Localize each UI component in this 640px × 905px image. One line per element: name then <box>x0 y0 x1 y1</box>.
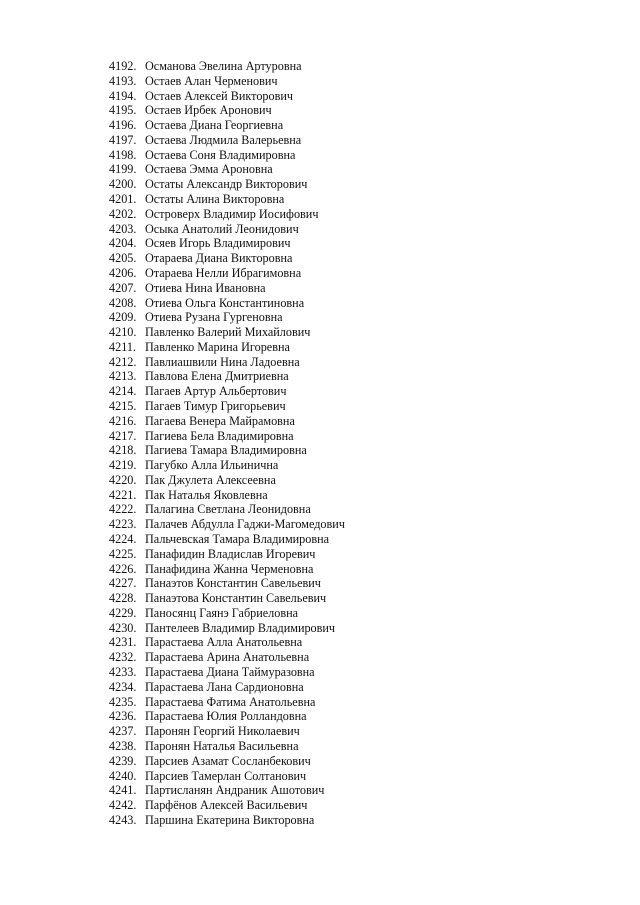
entry-number: 4193. <box>109 73 137 88</box>
entry-number: 4242. <box>109 798 137 813</box>
entry-number: 4225. <box>109 546 137 561</box>
list-item <box>109 429 345 444</box>
entry-full-name: Островерх Владимир Иосифович <box>145 206 319 221</box>
entry-number: 4211. <box>109 339 136 354</box>
list-item <box>109 369 345 384</box>
list-item <box>109 384 345 399</box>
entry-number: 4241. <box>109 783 137 798</box>
list-item <box>109 443 345 458</box>
entry-number: 4197. <box>109 132 137 147</box>
list-item <box>109 709 345 724</box>
entry-full-name: Партисланян Андраник Ашотович <box>145 783 325 798</box>
list-item <box>109 118 345 133</box>
list-item <box>109 502 345 517</box>
entry-full-name: Отиева Ольга Константиновна <box>145 295 305 310</box>
list-item <box>109 103 345 118</box>
list-item <box>109 606 345 621</box>
entry-full-name: Пагаев Тимур Григорьевич <box>145 398 286 413</box>
entry-number: 4224. <box>109 532 137 546</box>
entry-number: 4238. <box>109 738 137 753</box>
entry-full-name: Отиева Нина Ивановна <box>145 280 266 295</box>
entry-full-name: Парфёнов Алексей Васильевич <box>145 798 308 813</box>
entry-number: 4233. <box>109 665 137 680</box>
list-item <box>109 251 345 266</box>
entry-number: 4228. <box>109 591 137 606</box>
entry-full-name: Панаэтов Константин Савельевич <box>145 576 321 591</box>
entry-number: 4216. <box>109 413 137 428</box>
entry-number: 4212. <box>109 354 137 369</box>
list-item <box>109 177 345 192</box>
list-item <box>109 783 345 798</box>
entry-number: 4199. <box>109 162 137 177</box>
entry-number: 4209. <box>109 310 137 325</box>
list-item <box>109 340 345 355</box>
list-item <box>109 266 345 281</box>
list-item <box>109 621 345 636</box>
list-item <box>109 355 345 370</box>
entry-full-name: Палачев Абдулла Гаджи-Магомедович <box>145 517 345 532</box>
list-item <box>109 488 345 503</box>
list-item <box>109 281 345 296</box>
list-item <box>109 236 345 251</box>
list-item <box>109 798 345 813</box>
entry-full-name: Пагиева Бела Владимировна <box>145 428 294 443</box>
entry-number: 4231. <box>109 635 137 650</box>
entry-number: 4213. <box>109 369 137 384</box>
entry-full-name: Парсиев Тамерлан Солтанович <box>145 768 307 783</box>
entry-number: 4222. <box>109 502 137 517</box>
list-item <box>109 399 345 414</box>
entry-number: 4196. <box>109 118 137 133</box>
entry-number: 4232. <box>109 650 137 665</box>
entry-number: 4239. <box>109 753 137 768</box>
entry-full-name: Отиева Рузана Гургеновна <box>145 310 283 325</box>
entry-number: 4218. <box>109 443 137 458</box>
entry-full-name: Паносянц Гаянэ Габриеловна <box>145 605 299 620</box>
entry-number: 4229. <box>109 605 137 620</box>
entry-number: 4201. <box>109 192 137 207</box>
entry-full-name: Пантелеев Владимир Владимирович <box>145 620 336 635</box>
entry-number: 4220. <box>109 472 137 487</box>
list-item <box>109 222 345 237</box>
entry-number: 4215. <box>109 398 137 413</box>
list-item <box>109 517 345 532</box>
entry-number: 4237. <box>109 724 137 739</box>
entry-full-name: Остаев Алексей Викторович <box>145 88 294 103</box>
entry-number: 4194. <box>109 88 137 103</box>
list-item <box>109 562 345 577</box>
entry-full-name: Осыка Анатолий Леонидович <box>145 221 299 236</box>
list-item <box>109 325 345 340</box>
list-item <box>109 650 345 665</box>
list-item <box>109 813 345 828</box>
entry-number: 4219. <box>109 458 137 473</box>
entry-full-name: Остаева Диана Георгиевна <box>145 118 284 133</box>
list-item <box>109 59 345 74</box>
entry-full-name: Пагаев Артур Альбертович <box>145 384 287 399</box>
entry-number: 4240. <box>109 768 137 783</box>
entry-number: 4192. <box>109 59 137 73</box>
entry-full-name: Пак Джулета Алексеевна <box>145 472 276 487</box>
list-item <box>109 458 345 473</box>
entry-full-name: Паронян Наталья Васильевна <box>145 738 299 753</box>
entry-full-name: Отараева Нелли Ибрагимовна <box>145 265 302 280</box>
entry-number: 4214. <box>109 384 137 399</box>
list-item <box>109 754 345 769</box>
entry-number: 4208. <box>109 295 137 310</box>
list-item <box>109 576 345 591</box>
list-item <box>109 162 345 177</box>
name-list <box>109 59 345 828</box>
entry-full-name: Пальчевская Тамара Владимировна <box>145 532 330 546</box>
list-item <box>109 724 345 739</box>
list-item <box>109 207 345 222</box>
list-item <box>109 769 345 784</box>
entry-full-name: Парастаева Диана Таймуразовна <box>145 665 315 680</box>
list-item <box>109 695 345 710</box>
entry-full-name: Остаты Александр Викторович <box>145 177 308 192</box>
list-item <box>109 739 345 754</box>
list-item <box>109 89 345 104</box>
entry-full-name: Парастаева Юлия Ролландовна <box>145 709 307 724</box>
entry-number: 4230. <box>109 620 137 635</box>
entry-number: 4206. <box>109 265 137 280</box>
entry-number: 4204. <box>109 236 137 251</box>
entry-full-name: Остаев Алан Черменович <box>145 73 278 88</box>
entry-number: 4200. <box>109 177 137 192</box>
entry-number: 4202. <box>109 206 137 221</box>
list-item <box>109 133 345 148</box>
entry-full-name: Панаэтова Константин Савельевич <box>145 591 327 606</box>
list-item <box>109 547 345 562</box>
entry-full-name: Остаева Людмила Валерьевна <box>145 132 302 147</box>
entry-number: 4234. <box>109 679 137 694</box>
list-item <box>109 74 345 89</box>
entry-full-name: Пагубко Алла Ильинична <box>145 458 279 473</box>
list-item <box>109 296 345 311</box>
entry-number: 4226. <box>109 561 137 576</box>
entry-full-name: Отараева Диана Викторовна <box>145 251 293 266</box>
entry-full-name: Остаев Ирбек Аронович <box>145 103 272 118</box>
list-item <box>109 591 345 606</box>
entry-full-name: Осяев Игорь Владимирович <box>145 236 291 251</box>
entry-full-name: Павленко Марина Игоревна <box>145 339 290 354</box>
entry-full-name: Панафидина Жанна Черменовна <box>145 561 314 576</box>
entry-full-name: Остаева Соня Владимировна <box>145 147 296 162</box>
list-item <box>109 473 345 488</box>
list-item <box>109 680 345 695</box>
list-item <box>109 532 345 547</box>
entry-full-name: Османова Эвелина Артуровна <box>145 59 302 73</box>
entry-number: 4198. <box>109 147 137 162</box>
entry-full-name: Павленко Валерий Михайлович <box>145 325 311 340</box>
entry-full-name: Парсиев Азамат Сосланбекович <box>145 753 311 768</box>
entry-number: 4203. <box>109 221 137 236</box>
entry-number: 4217. <box>109 428 137 443</box>
list-item <box>109 148 345 163</box>
entry-full-name: Парастаева Алла Анатольевна <box>145 635 303 650</box>
entry-full-name: Паршина Екатерина Викторовна <box>145 812 315 827</box>
entry-full-name: Парастаева Фатима Анатольевна <box>145 694 316 709</box>
entry-full-name: Парастаева Лана Сардионовна <box>145 679 304 694</box>
entry-full-name: Пагиева Тамара Владимировна <box>145 443 307 458</box>
entry-full-name: Паронян Георгий Николаевич <box>145 724 300 739</box>
entry-number: 4205. <box>109 251 137 266</box>
entry-full-name: Остаева Эмма Ароновна <box>145 162 273 177</box>
entry-full-name: Парастаева Арина Анатольевна <box>145 650 310 665</box>
entry-number: 4223. <box>109 517 137 532</box>
entry-number: 4210. <box>109 325 137 340</box>
entry-full-name: Пак Наталья Яковлевна <box>145 487 268 502</box>
entry-full-name: Остаты Алина Викторовна <box>145 192 285 207</box>
entry-full-name: Павлиашвили Нина Ладоевна <box>145 354 300 369</box>
entry-number: 4243. <box>109 812 137 827</box>
list-item <box>109 414 345 429</box>
list-item <box>109 192 345 207</box>
entry-number: 4227. <box>109 576 137 591</box>
entry-full-name: Павлова Елена Дмитриевна <box>145 369 289 384</box>
list-item <box>109 635 345 650</box>
entry-full-name: Палагина Светлана Леонидовна <box>145 502 311 517</box>
entry-number: 4195. <box>109 103 137 118</box>
list-item <box>109 665 345 680</box>
entry-number: 4235. <box>109 694 137 709</box>
list-item <box>109 310 345 325</box>
entry-number: 4221. <box>109 487 137 502</box>
entry-number: 4236. <box>109 709 137 724</box>
entry-number: 4207. <box>109 280 137 295</box>
entry-full-name: Пагаева Венера Майрамовна <box>145 413 295 428</box>
entry-full-name: Панафидин Владислав Игоревич <box>145 546 316 561</box>
